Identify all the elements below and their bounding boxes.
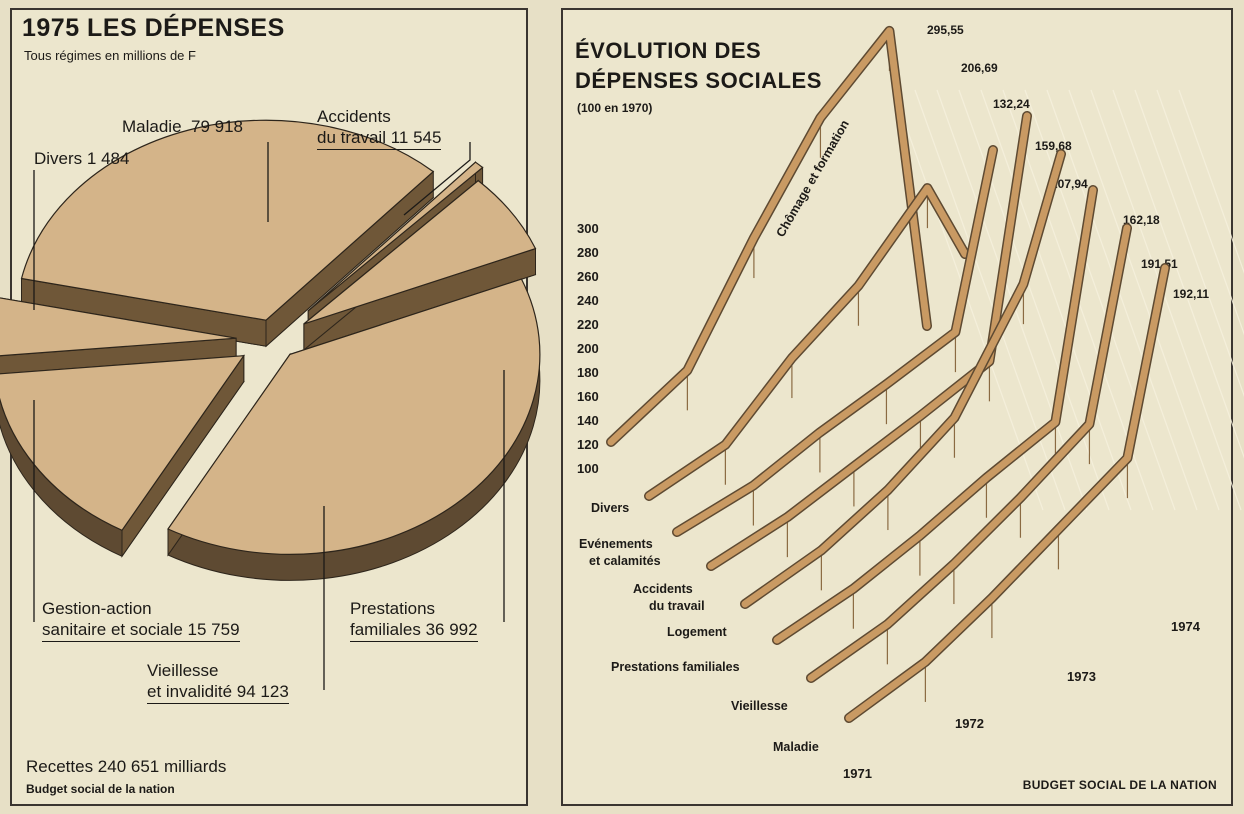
line-chart-svg [563,10,1235,808]
series-label-du-travail: du travail [649,599,705,613]
series-label-chomage: Chômage et formation [773,117,852,240]
y-tick-label: 100 [577,461,599,476]
end-value-label-logement: 207,94 [1051,177,1088,191]
y-tick-label: 260 [577,269,599,284]
line-chart-source: BUDGET SOCIAL DE LA NATION [1022,778,1217,792]
series-label-maladie: Maladie [773,740,819,754]
slice-name-gestion-l2: sanitaire et sociale 15 759 [42,619,240,642]
end-value-label-divers: 206,69 [961,61,998,75]
year-label-1972: 1972 [955,716,984,731]
end-value-label-evenements-et-calamites: 132,24 [993,97,1030,111]
slice-label-prestations [350,598,478,642]
series-line-shadow [711,116,1027,566]
series-line-shadow [777,190,1093,640]
line-chart-panel [561,8,1233,806]
y-tick-label: 300 [577,221,599,236]
slice-label-vieillesse [147,660,289,704]
slice-name-gestion-l1: Gestion-action [42,599,152,618]
wall-hatch-line [1025,90,1175,510]
y-tick-label: 220 [577,317,599,332]
series-label-et-calamites: et calamités [589,554,661,568]
slice-name-vieillesse-l2: et invalidité 94 123 [147,681,289,704]
end-value-label-maladie: 192,11 [1173,287,1210,301]
pie-chart-title: 1975 LES DÉPENSES [22,14,285,42]
y-tick-label: 120 [577,437,599,452]
pie-chart-source: Budget social de la nation [26,782,175,796]
line-chart-subtitle: (100 en 1970) [577,101,653,115]
slice-name-divers: Divers [34,149,83,168]
end-value-label-chomage-et-formation: 295,55 [927,23,964,37]
slice-name-maladie: Maladie [122,117,182,136]
series-label-accidents: Accidents [633,582,693,596]
slice-label-gestion [42,598,240,642]
slice-value-gestion: 15 759 [187,620,240,639]
end-value-label-accidents-du-travail: 159,68 [1035,139,1072,153]
slice-value-maladie: 79 918 [191,117,243,136]
end-value-label-vieillesse: 191,51 [1141,257,1178,271]
series-accidents-du-travail [711,116,1027,566]
line-chart-title-l2: DÉPENSES SOCIALES [575,68,822,93]
slice-name-prestations-l1: Prestations [350,599,436,618]
pie-chart-panel [10,8,528,806]
slice-value-divers: 1 484 [86,149,130,168]
series-label-divers: Divers [591,501,630,515]
pie-chart-subtitle: Tous régimes en millions de F [24,48,196,63]
slice-name-accidents-l1: Accidents [317,107,391,126]
receipts-total: Recettes 240 651 milliards [26,757,227,776]
series-line-shadow [849,268,1165,718]
slice-label-accidents [317,106,441,150]
end-value-label-prestations-familiales: 162,18 [1123,213,1160,227]
slice-label-divers [34,148,129,169]
series-line [849,268,1165,718]
y-tick-label: 280 [577,245,599,260]
slice-value-vieillesse: 94 123 [236,682,289,701]
year-label-1974: 1974 [1171,619,1200,634]
series-label-prestations-familiales: Prestations familiales [611,660,740,674]
slice-name-vieillesse-l1: Vieillesse [147,661,219,680]
y-tick-label: 140 [577,413,599,428]
series-maladie [849,268,1165,718]
year-label-1971: 1971 [843,766,872,781]
slice-label-maladie [122,116,243,137]
slice-value-accidents: 11 545 [390,128,442,147]
wall-hatch-line [959,90,1109,510]
series-line [777,190,1093,640]
series-label-evenements: Evénements [579,537,653,551]
y-tick-label: 240 [577,293,599,308]
y-tick-label: 180 [577,365,599,380]
y-tick-label: 200 [577,341,599,356]
series-line [711,116,1027,566]
line-chart-title-l1: ÉVOLUTION DES [575,38,762,63]
series-prestations-familiales [777,190,1093,640]
series-label-logement: Logement [667,625,727,639]
slice-value-prestations: 36 992 [425,620,478,639]
y-tick-label: 160 [577,389,599,404]
series-label-vieillesse: Vieillesse [731,699,788,713]
year-label-1973: 1973 [1067,669,1096,684]
slice-name-prestations-l2: familiales 36 992 [350,619,478,642]
slice-name-accidents-l2: du travail 11 545 [317,127,441,150]
